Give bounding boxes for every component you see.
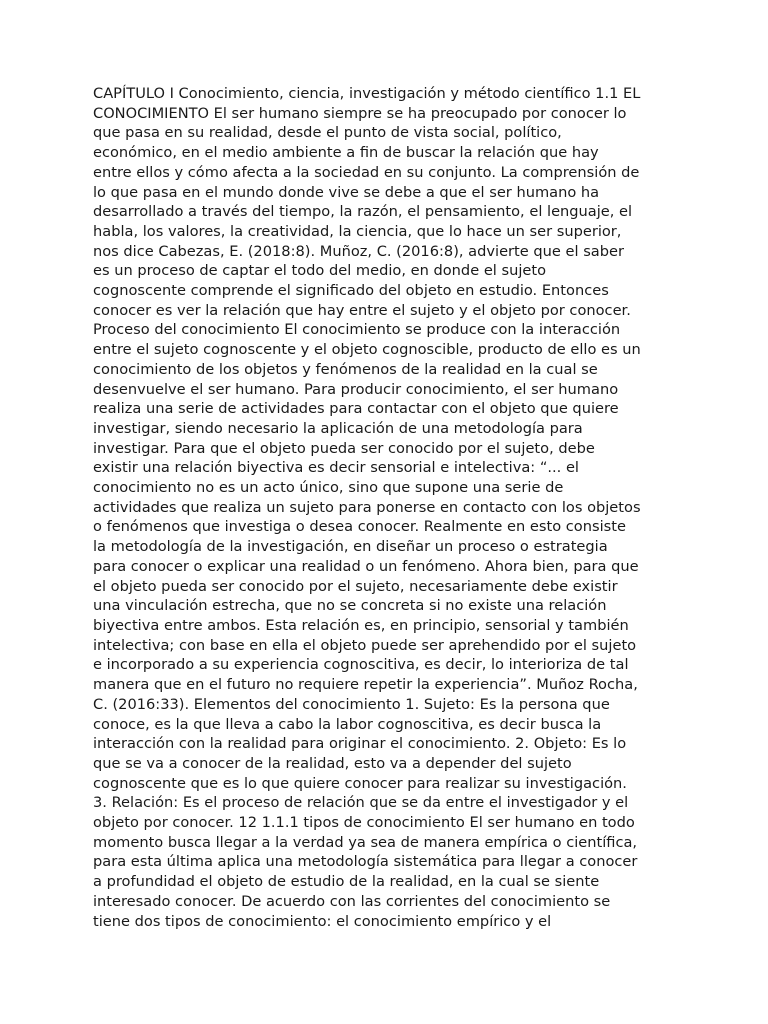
text-line: habla, los valores, la creatividad, la ciencia, que lo hace un ser superior, xyxy=(93,222,622,240)
text-line: 3. Relación: Es el proceso de relación que se da entre el investigador y el xyxy=(93,794,629,812)
text-line: biyectiva entre ambos. Esta relación es, en principio, sensorial y también xyxy=(93,616,629,634)
text-line: momento busca llegar a la verdad ya sea de manera empírica o científica, xyxy=(93,833,638,851)
text-line: cognoscente comprende el significado del objeto en estudio. Entonces xyxy=(93,282,609,300)
text-line: desarrollado a través del tiempo, la razón, el pensamiento, el lenguaje, el xyxy=(93,203,633,221)
text-line: interesado conocer. De acuerdo con las corrientes del conocimiento se xyxy=(93,892,611,910)
text-line: a profundidad el objeto de estudio de la realidad, en la cual se siente xyxy=(93,873,600,891)
text-line: conocer es ver la relación que hay entre el sujeto y el objeto por conocer. xyxy=(93,301,631,319)
text-line: para esta última aplica una metodología sistemática para llegar a conocer xyxy=(93,853,638,871)
text-line: el objeto pueda ser conocido por el sujeto, necesariamente debe existir xyxy=(93,577,618,595)
text-line: o fenómenos que investiga o desea conocer. Realmente en esto consiste xyxy=(93,518,626,536)
text-line: CAPÍTULO I Conocimiento, ciencia, investigación y método científico 1.1 EL xyxy=(93,85,641,102)
body-text xyxy=(93,84,683,931)
text-line: e incorporado a su experiencia cognoscitiva, es decir, lo interioriza de tal xyxy=(93,656,629,674)
text-line: conoce, es la que lleva a cabo la labor cognoscitiva, es decir busca la xyxy=(93,715,602,733)
text-line: Proceso del conocimiento El conocimiento se produce con la interacción xyxy=(93,321,621,339)
text-line: conocimiento no es un acto único, sino que supone una serie de xyxy=(93,479,564,497)
text-line: que se va a conocer de la realidad, esto va a depender del sujeto xyxy=(93,754,572,772)
text-line: C. (2016:33). Elementos del conocimiento 1. Sujeto: Es la persona que xyxy=(93,695,610,713)
text-line: económico, en el medio ambiente a fin de buscar la relación que hay xyxy=(93,144,599,162)
text-line: lo que pasa en el mundo donde vive se debe a que el ser humano ha xyxy=(93,183,600,201)
text-line: entre ellos y cómo afecta a la sociedad en su conjunto. La comprensión de xyxy=(93,163,640,181)
text-line: intelectiva; con base en ella el objeto puede ser aprehendido por el sujeto xyxy=(93,636,637,654)
text-line: objeto por conocer. 12 1.1.1 tipos de conocimiento El ser humano en todo xyxy=(93,814,635,832)
text-line: manera que en el futuro no requiere repetir la experiencia”. Muñoz Rocha, xyxy=(93,676,638,694)
text-line: actividades que realiza un sujeto para ponerse en contacto con los objetos xyxy=(93,498,641,516)
text-line: conocimiento de los objetos y fenómenos de la realidad en la cual se xyxy=(93,360,598,378)
text-line: la metodología de la investigación, en diseñar un proceso o estrategia xyxy=(93,538,608,556)
text-line: investigar. Para que el objeto pueda ser conocido por el sujeto, debe xyxy=(93,439,595,457)
text-line: tiene dos tipos de conocimiento: el conocimiento empírico y el xyxy=(93,912,552,930)
text-line: para conocer o explicar una realidad o un fenómeno. Ahora bien, para que xyxy=(93,557,639,575)
text-line: nos dice Cabezas, E. (2018:8). Muñoz, C. (2016:8), advierte que el saber xyxy=(93,242,624,260)
text-line: realiza una serie de actividades para contactar con el objeto que quiere xyxy=(93,400,619,418)
text-line: investigar, siendo necesario la aplicación de una metodología para xyxy=(93,419,583,437)
text-line: desenvuelve el ser humano. Para producir conocimiento, el ser humano xyxy=(93,380,619,398)
text-line: que pasa en su realidad, desde el punto de vista social, político, xyxy=(93,124,562,142)
text-line: cognoscente que es lo que quiere conocer para realizar su investigación. xyxy=(93,774,627,792)
text-line: CONOCIMIENTO El ser humano siempre se ha preocupado por conocer lo xyxy=(93,104,627,122)
text-line: entre el sujeto cognoscente y el objeto cognoscible, producto de ello es un xyxy=(93,341,641,359)
text-line: existir una relación biyectiva es decir sensorial e intelectiva: “... el xyxy=(93,459,579,477)
text-line: interacción con la realidad para originar el conocimiento. 2. Objeto: Es lo xyxy=(93,735,627,753)
text-line: una vinculación estrecha, que no se concreta si no existe una relación xyxy=(93,597,607,615)
text-line: es un proceso de captar el todo del medio, en donde el sujeto xyxy=(93,262,547,280)
